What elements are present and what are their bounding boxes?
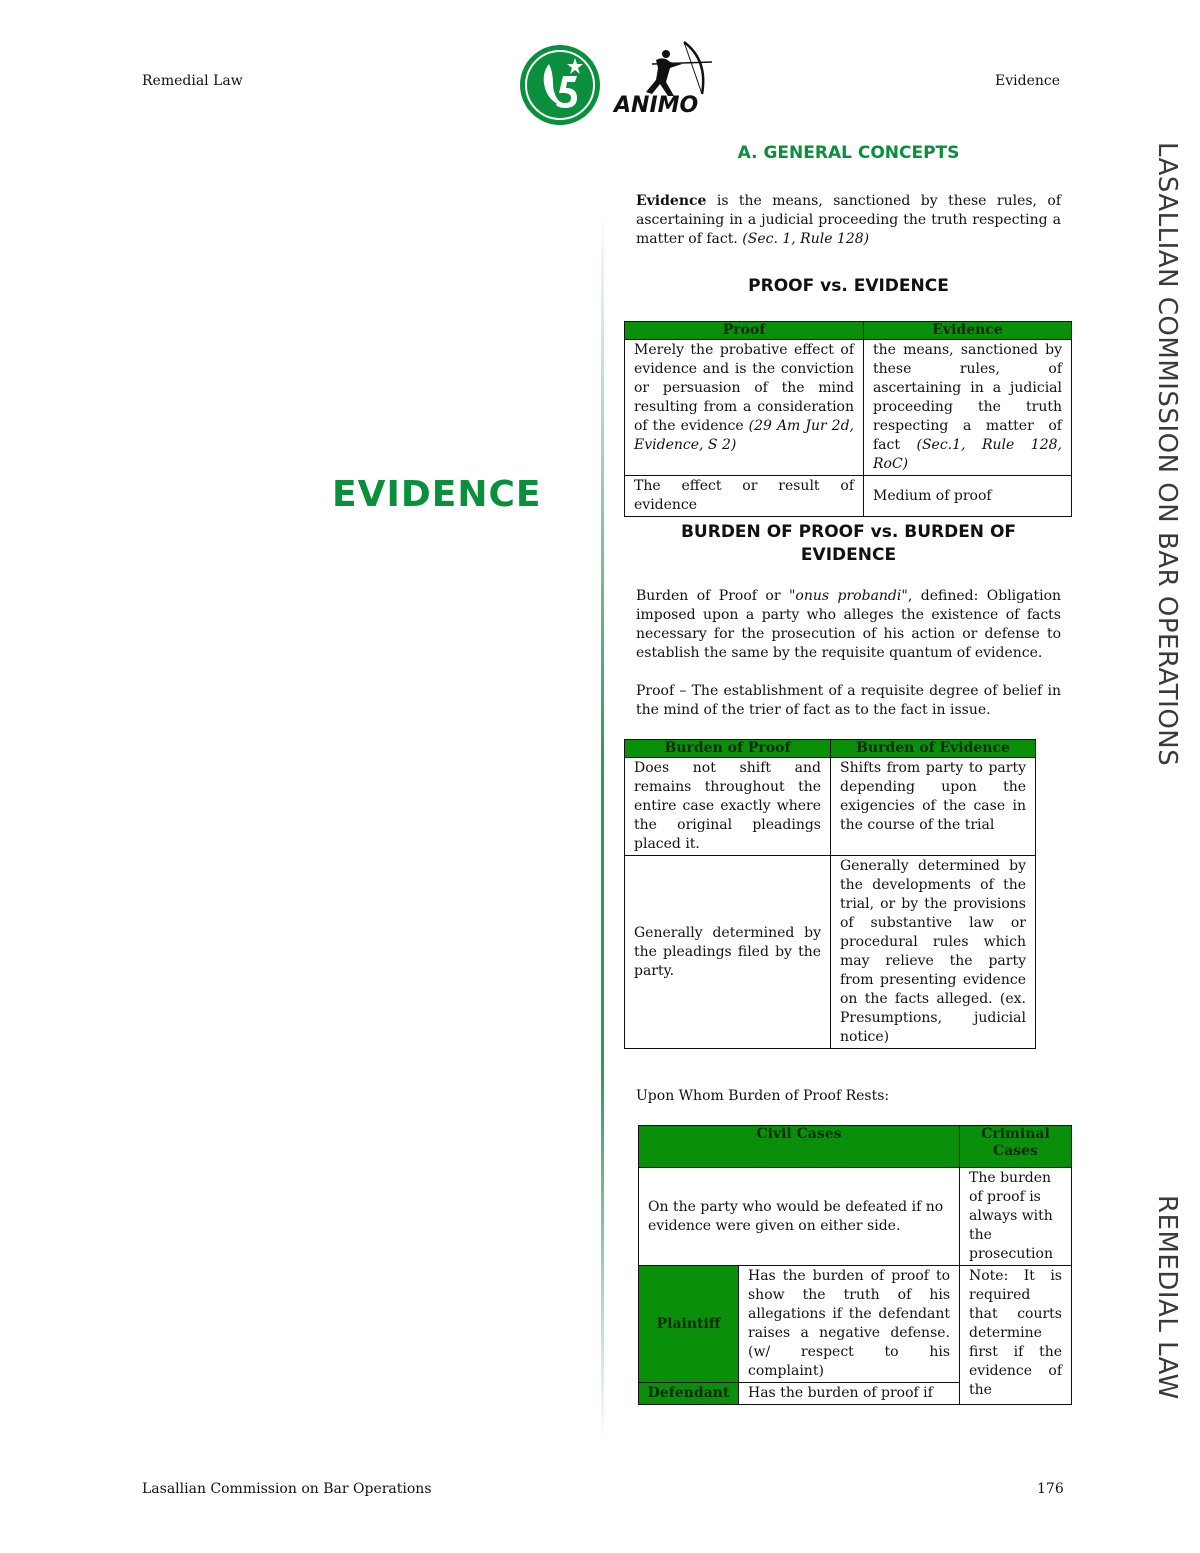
table-row: [625, 856, 1036, 1049]
chapter-title: EVIDENCE: [332, 474, 542, 515]
def-cite: (Sec. 1, Rule 128): [742, 231, 870, 247]
heading-burden-of-proof-vs-burden-of-evidence: BURDEN OF PROOF vs. BURDEN OF EVIDENCE: [680, 522, 1017, 565]
cell-evidence-medium: Medium of proof: [864, 476, 1072, 517]
table-row: [625, 476, 1072, 517]
def-text: is the means, sanctioned by these rules, of ascertaining in a judicial proceeding the truth respecting a matter of fact.: [636, 193, 1061, 247]
cell-evidence-def: the means, sanctioned by these rules, of ascertaining in a judicial proceeding the truth respecting a matter of fact (Sec.1, Rule 128, RoC): [864, 340, 1072, 476]
section-heading-general-concepts: A. GENERAL CONCEPTS: [737, 143, 960, 163]
cell-boe-determined: Generally determined by the developments of the trial, or by the provisions of substantive law or procedural rules which may relieve the party from presenting evidence on the facts alleged. (ex. Presumptions, judicial notice): [831, 856, 1036, 1049]
header-left: Remedial Law: [142, 73, 243, 89]
lcbo-seal-logo: [519, 44, 601, 126]
cell-bop-determined: Generally determined by the pleadings filed by the party.: [625, 856, 831, 1049]
upon-whom-intro: Upon Whom Burden of Proof Rests:: [636, 1088, 890, 1104]
col-header-proof: Proof: [625, 322, 864, 340]
burden-comparison-table: [624, 739, 1036, 1049]
col-header-burden-of-evidence: Burden of Evidence: [831, 740, 1036, 758]
cell-defendant-text: Has the burden of proof if: [739, 1383, 960, 1405]
table-row: [639, 1168, 1072, 1266]
table-row: [625, 758, 1036, 856]
cell-boe-shift: Shifts from party to party depending upon the exigencies of the case in the course of the trial: [831, 758, 1036, 856]
cell-plaintiff-text: Has the burden of proof to show the truth of his allegations if the defendant raises a negative defense. (w/ respect to his complaint): [739, 1266, 960, 1383]
animo-wordmark: ANIMO: [614, 93, 699, 118]
table-row: [625, 340, 1072, 476]
side-label-lcbo: LASALLIAN COMMISSION ON BAR OPERATIONS: [1152, 142, 1182, 767]
heading-proof-vs-evidence: PROOF vs. EVIDENCE: [748, 276, 949, 296]
col-header-burden-of-proof: Burden of Proof: [625, 740, 831, 758]
col-header-civil-cases: Civil Cases: [639, 1126, 960, 1168]
cell-defendant-label: Defendant: [639, 1383, 739, 1405]
proof-vs-evidence-table: [624, 321, 1072, 517]
cell-plaintiff-label: Plaintiff: [639, 1266, 739, 1383]
evidence-definition: [636, 192, 1061, 249]
cell-criminal-note: Note: It is required that courts determine first if the evidence of the: [960, 1266, 1072, 1405]
def-term: Evidence: [636, 193, 707, 209]
cell-criminal-general: The burden of proof is always with the prosecution: [960, 1168, 1072, 1266]
table-row: [639, 1266, 1072, 1383]
footer-left: Lasallian Commission on Bar Operations: [142, 1481, 432, 1497]
page-number: 176: [1037, 1481, 1064, 1497]
cell-civil-general: On the party who would be defeated if no evidence were given on either side.: [639, 1168, 960, 1266]
col-header-criminal-cases: Criminal Cases: [960, 1126, 1072, 1168]
burden-of-proof-definition: Burden of Proof or "onus probandi", defined: Obligation imposed upon a party who alleges the existence of facts necessary for the prosecution of his action or defense to establish the same by the requisite quantum of evidence.: [636, 588, 1062, 661]
upon-whom-burden-table: [638, 1125, 1072, 1405]
proof-definition: Proof – The establishment of a requisite degree of belief in the mind of the trier of fact as to the fact in issue.: [636, 683, 1061, 718]
divider-line: [601, 210, 604, 1440]
col-header-evidence: Evidence: [864, 322, 1072, 340]
side-label-remedial-law: REMEDIAL LAW: [1152, 1195, 1182, 1400]
cell-proof-def: Merely the probative effect of evidence and is the conviction or persuasion of the mind resulting from a consideration of the evidence (29 Am Jur 2d, Evidence, S 2): [625, 340, 864, 476]
cell-bop-shift: Does not shift and remains throughout the entire case exactly where the original pleadings placed it.: [625, 758, 831, 856]
cell-proof-effect: The effect or result of evidence: [625, 476, 864, 517]
header-right: Evidence: [995, 73, 1060, 89]
animo-archer-logo: [612, 38, 718, 118]
